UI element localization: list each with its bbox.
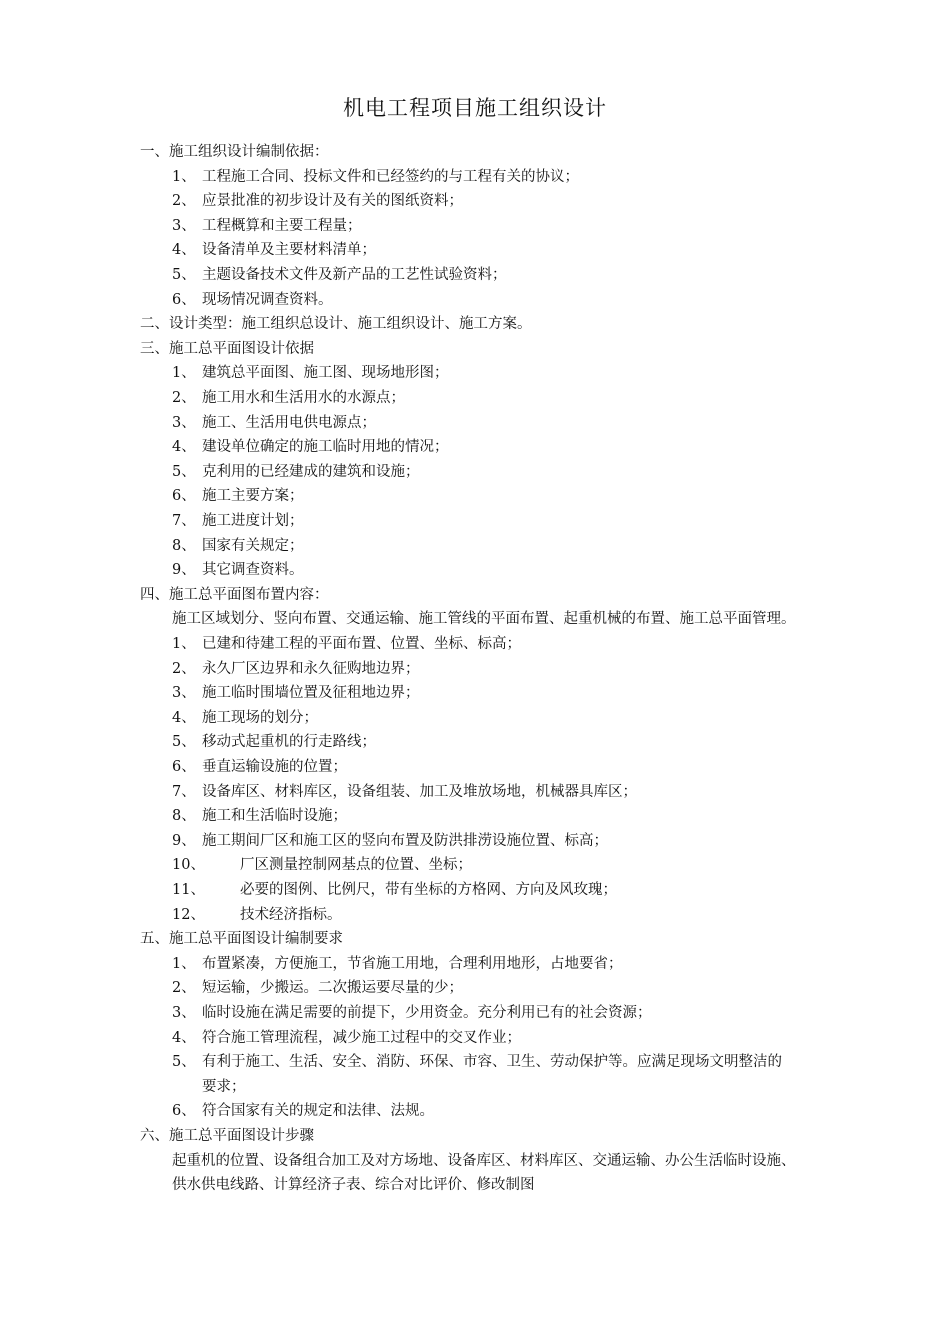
list-item-text: 国家有关规定；	[202, 537, 304, 554]
list-item-continuation: 要求；	[202, 1078, 246, 1095]
list-item	[172, 880, 617, 900]
list-item-text: 施工、生活用电供电源点；	[202, 414, 376, 431]
list-item-number: 6、	[172, 759, 196, 775]
list-item	[172, 388, 405, 408]
list-item	[172, 978, 463, 998]
list-item-number: 9、	[172, 832, 196, 849]
list-item-number: 3、	[172, 414, 196, 431]
list-item	[172, 905, 342, 925]
list-item-text: 永久厂区边界和永久征购地边界；	[202, 660, 420, 677]
list-item	[172, 216, 362, 236]
list-item-number: 8、	[172, 537, 196, 554]
paragraph-line: 起重机的位置、设备组合加工及对方场地、设备库区、材料库区、交通运输、办公生活临时设施、	[172, 1152, 796, 1169]
list-item	[172, 265, 507, 285]
list-item-text: 施工现场的划分；	[202, 709, 318, 726]
list-item	[172, 659, 420, 679]
list-item	[172, 782, 637, 802]
list-item-text: 施工主要方案；	[202, 488, 304, 505]
list-item-text: 临时设施在满足需要的前提下，少用资金。充分利用已有的社会资源；	[202, 1005, 652, 1021]
list-item-text: 建筑总平面图、施工图、现场地形图；	[202, 365, 449, 382]
paragraph-line: 供水供电线路、计算经济子表、综合对比评价、修改制图	[172, 1177, 535, 1194]
list-item	[172, 1052, 782, 1072]
list-item-number: 11、	[172, 882, 205, 898]
list-item-number: 5、	[172, 734, 196, 751]
list-item-text: 必要的图例、比例尺，带有坐标的方格网、方向及风玫瑰；	[240, 882, 617, 898]
list-item-text: 其它调查资料。	[202, 562, 304, 579]
list-item	[172, 560, 304, 580]
list-item-number: 3、	[172, 685, 196, 702]
list-item	[172, 954, 623, 974]
list-item	[172, 683, 420, 703]
list-item-number: 2、	[172, 660, 196, 677]
section-heading: 二、设计类型：施工组织总设计、施工组织设计、施工方案。	[140, 316, 532, 333]
list-item	[172, 536, 304, 556]
list-item	[172, 486, 304, 506]
list-item-text: 有利于施工、生活、安全、消防、环保、市容、卫生、劳动保护等。应满足现场文明整洁的	[202, 1054, 782, 1071]
list-item-number: 7、	[172, 783, 196, 800]
list-item	[172, 708, 318, 728]
list-item-number: 8、	[172, 808, 196, 825]
list-item-number: 2、	[172, 980, 196, 997]
list-item	[172, 290, 333, 310]
section-heading: 一、施工组织设计编制依据：	[140, 144, 329, 160]
list-item-text: 施工用水和生活用水的水源点；	[202, 390, 405, 406]
list-item-text: 设备清单及主要材料清单；	[202, 242, 376, 259]
list-item-number: 6、	[172, 291, 196, 308]
list-item-number: 2、	[172, 193, 196, 210]
section-heading: 三、施工总平面图设计依据	[140, 340, 314, 357]
list-item-text: 主题设备技术文件及新产品的工艺性试验资料；	[202, 267, 507, 283]
list-item-text: 移动式起重机的行走路线；	[202, 734, 376, 751]
section-intro: 施工区域划分、竖向布置、交通运输、施工管线的平面布置、起重机械的布置、施工总平面管理。	[172, 611, 796, 628]
list-item-number: 3、	[172, 217, 196, 234]
list-item-number: 4、	[172, 439, 196, 456]
list-item	[172, 757, 347, 777]
list-item-text: 克利用的已经建成的建筑和设施；	[202, 463, 420, 480]
list-item	[172, 1003, 652, 1023]
list-item-number: 5、	[172, 267, 196, 283]
list-item-text: 工程概算和主要工程量；	[202, 217, 362, 234]
list-item-text: 已建和待建工程的平面布置、位置、坐标、标高；	[202, 636, 521, 652]
list-item-text: 符合施工管理流程，减少施工过程中的交叉作业；	[202, 1029, 521, 1046]
list-item-number: 4、	[172, 242, 196, 259]
list-item-text: 施工期间厂区和施工区的竖向布置及防洪排涝设施位置、标高；	[202, 832, 608, 849]
list-item	[172, 831, 608, 851]
list-item-number: 7、	[172, 513, 196, 529]
list-item-number: 4、	[172, 1029, 196, 1046]
list-item-text: 符合国家有关的规定和法律、法规。	[202, 1103, 434, 1120]
list-item-text: 短运输，少搬运。二次搬运要尽量的少；	[202, 980, 463, 997]
list-item-number: 2、	[172, 390, 196, 406]
list-item	[172, 167, 579, 187]
list-item-text: 应景批准的初步设计及有关的图纸资料；	[202, 193, 463, 210]
list-item	[172, 1101, 434, 1121]
list-item-text: 技术经济指标。	[240, 906, 342, 923]
list-item	[172, 732, 376, 752]
list-item	[172, 511, 304, 531]
list-item	[172, 413, 376, 433]
list-item-number: 1、	[172, 168, 196, 185]
list-item-text: 垂直运输设施的位置；	[202, 759, 347, 775]
list-item-text: 施工临时围墙位置及征租地边界；	[202, 685, 420, 702]
list-item-text: 建设单位确定的施工临时用地的情况；	[202, 439, 449, 456]
list-item-number: 5、	[172, 1054, 196, 1071]
list-item-text: 施工和生活临时设施；	[202, 808, 347, 825]
list-item-number: 1、	[172, 955, 196, 972]
list-item	[172, 363, 449, 383]
list-item-text: 设备库区、材料库区，设备组装、加工及堆放场地，机械器具库区；	[202, 783, 637, 800]
list-item-number: 3、	[172, 1005, 196, 1021]
list-item	[172, 855, 472, 875]
list-item	[172, 191, 463, 211]
list-item-text: 布置紧凑，方便施工，节省施工用地，合理利用地形，占地要省；	[202, 955, 623, 972]
list-item-text: 工程施工合同、投标文件和已经签约的与工程有关的协议；	[202, 168, 579, 185]
list-item	[172, 437, 449, 457]
list-item-number: 6、	[172, 488, 196, 505]
list-item	[172, 1028, 521, 1048]
section-heading: 六、施工总平面图设计步骤	[140, 1128, 314, 1144]
list-item-number: 5、	[172, 463, 196, 480]
list-item-number: 1、	[172, 636, 196, 652]
list-item	[172, 634, 521, 654]
list-item	[172, 462, 420, 482]
section-heading: 五、施工总平面图设计编制要求	[140, 931, 343, 948]
list-item-number: 10、	[172, 857, 205, 874]
list-item-text: 施工进度计划；	[202, 513, 304, 529]
list-item-text: 现场情况调查资料。	[202, 291, 333, 308]
list-item-number: 12、	[172, 906, 205, 923]
list-item-number: 4、	[172, 709, 196, 726]
section-heading: 四、施工总平面图布置内容：	[140, 586, 329, 603]
list-item-number: 1、	[172, 365, 196, 382]
document-title: 机电工程项目施工组织设计	[343, 96, 607, 120]
list-item-text: 厂区测量控制网基点的位置、坐标；	[240, 857, 472, 874]
list-item	[172, 806, 347, 826]
list-item-number: 6、	[172, 1103, 196, 1120]
list-item-number: 9、	[172, 562, 196, 579]
list-item	[172, 240, 376, 260]
